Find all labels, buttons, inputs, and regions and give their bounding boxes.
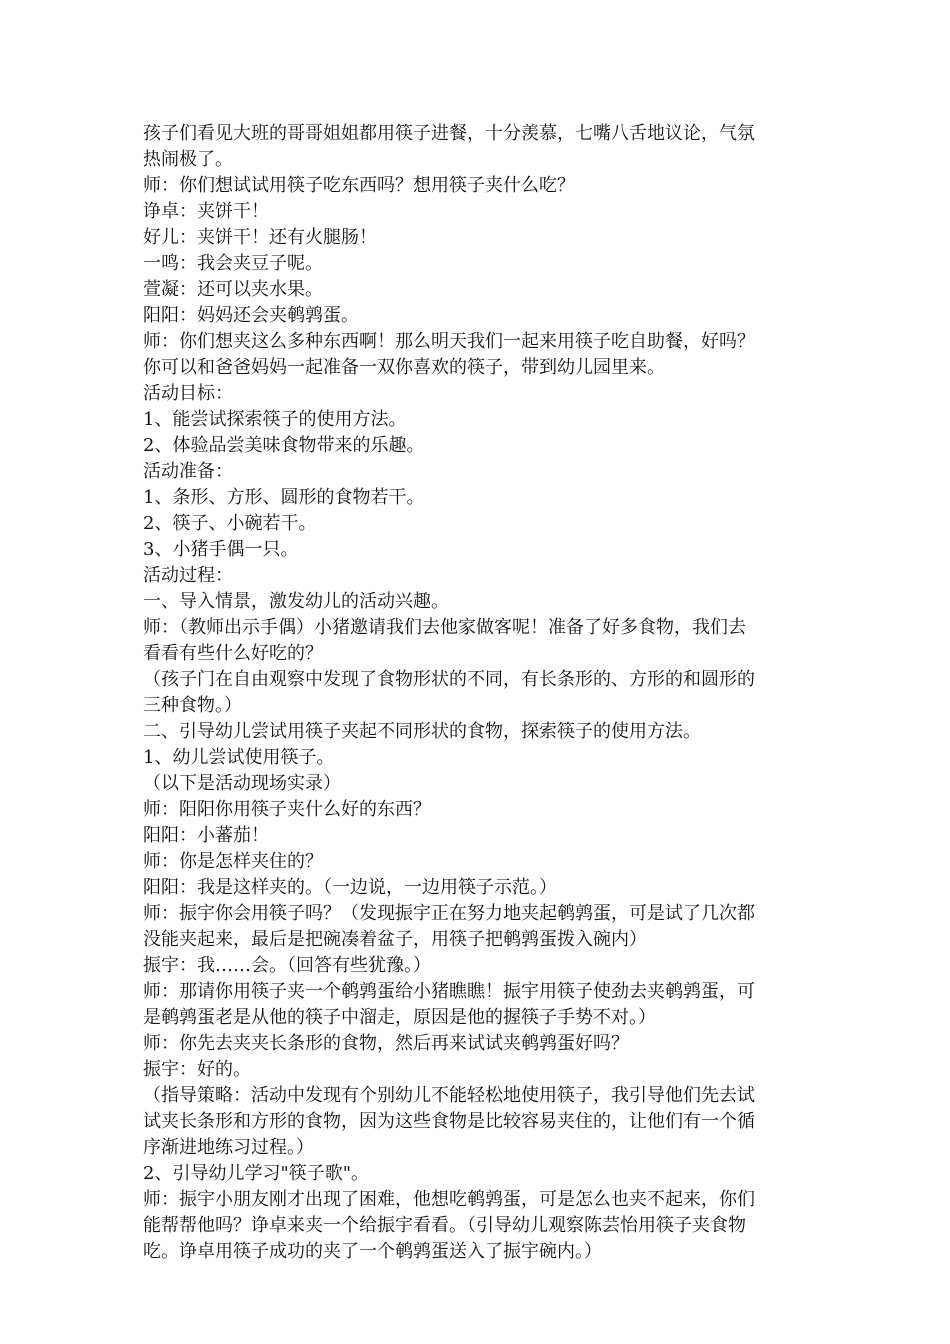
- text-line: （指导策略：活动中发现有个别幼儿不能轻松地使用筷子，我引导他们先去试: [143, 1085, 755, 1106]
- text-line: 师：你们想夹这么多种东西啊！那么明天我们一起来用筷子吃自助餐，好吗？: [143, 331, 755, 352]
- text-line: 师：振宇你会用筷子吗？（发现振宇正在努力地夹起鹌鹑蛋，可是试了几次都: [143, 903, 755, 924]
- document-body: [143, 121, 819, 1265]
- text-line: 师：（教师出示手偶）小猪邀请我们去他家做客呢！准备了好多食物，我们去: [143, 617, 746, 638]
- text-line: 试夹长条形和方形的食物，因为这些食物是比较容易夹住的，让他们有一个循: [143, 1111, 755, 1132]
- text-line: 吃。诤卓用筷子成功的夹了一个鹌鹑蛋送入了振宇碗内。）: [143, 1241, 602, 1262]
- text-line: 阳阳：我是这样夹的。（一边说，一边用筷子示范。）: [143, 877, 557, 898]
- text-line: 序渐进地练习过程。）: [143, 1137, 314, 1158]
- text-line: 孩子们看见大班的哥哥姐姐都用筷子进餐，十分羡慕，七嘴八舌地议论，气氛: [143, 123, 755, 144]
- text-line: 一、导入情景，激发幼儿的活动兴趣。: [143, 591, 449, 612]
- text-line: 萱凝：还可以夹水果。: [143, 279, 323, 300]
- text-line: 师：你是怎样夹住的？: [143, 851, 323, 872]
- text-line: 二、引导幼儿尝试用筷子夹起不同形状的食物，探索筷子的使用方法。: [143, 721, 701, 742]
- text-line: 2、体验品尝美味食物带来的乐趣。: [143, 435, 425, 456]
- text-line: （孩子门在自由观察中发现了食物形状的不同，有长条形的、方形的和圆形的: [143, 669, 755, 690]
- text-line: 活动准备：: [143, 461, 233, 482]
- text-line: 三种食物。）: [143, 695, 242, 716]
- text-line: 一鸣：我会夹豆子呢。: [143, 253, 323, 274]
- text-line: 阳阳：小蕃茄！: [143, 825, 269, 846]
- text-line: 没能夹起来，最后是把碗凑着盆子，用筷子把鹌鹑蛋拨入碗内）: [143, 929, 647, 950]
- text-line: 热闹极了。: [143, 149, 233, 170]
- text-line: 1、幼儿尝试使用筷子。: [143, 747, 335, 768]
- text-line: 活动目标：: [143, 383, 233, 404]
- text-line: 好儿：夹饼干！还有火腿肠！: [143, 227, 377, 248]
- text-line: 师：你们想试试用筷子吃东西吗？想用筷子夹什么吃？: [143, 175, 575, 196]
- text-line: 1、条形、方形、圆形的食物若干。: [143, 487, 425, 508]
- text-line: （以下是活动现场实录）: [143, 773, 341, 794]
- text-line: 是鹌鹑蛋老是从他的筷子中溜走，原因是他的握筷子手势不对。）: [143, 1007, 656, 1028]
- text-line: 2、引导幼儿学习"筷子歌"。: [143, 1163, 370, 1184]
- text-line: 1、能尝试探索筷子的使用方法。: [143, 409, 407, 430]
- text-line: 师：振宇小朋友刚才出现了困难，他想吃鹌鹑蛋，可是怎么也夹不起来，你们: [143, 1189, 755, 1210]
- text-line: 你可以和爸爸妈妈一起准备一双你喜欢的筷子，带到幼儿园里来。: [143, 357, 665, 378]
- text-line: 师：那请你用筷子夹一个鹌鹑蛋给小猪瞧瞧！振宇用筷子使劲去夹鹌鹑蛋，可: [143, 981, 755, 1002]
- text-line: 振宇：我……会。（回答有些犹豫。）: [143, 955, 431, 976]
- text-line: 振宇：好的。: [143, 1059, 251, 1080]
- text-line: 看看有些什么好吃的？: [143, 643, 323, 664]
- text-line: 师：阳阳你用筷子夹什么好的东西？: [143, 799, 431, 820]
- text-line: 阳阳：妈妈还会夹鹌鹑蛋。: [143, 305, 359, 326]
- text-line: 3、小猪手偶一只。: [143, 539, 299, 560]
- text-line: 活动过程：: [143, 565, 233, 586]
- text-line: 2、筷子、小碗若干。: [143, 513, 317, 534]
- text-line: 诤卓：夹饼干！: [143, 201, 269, 222]
- text-line: 能帮帮他吗？诤卓来夹一个给振宇看看。（引导幼儿观察陈芸怡用筷子夹食物: [143, 1215, 746, 1236]
- text-line: 师：你先去夹夹长条形的食物，然后再来试试夹鹌鹑蛋好吗？: [143, 1033, 629, 1054]
